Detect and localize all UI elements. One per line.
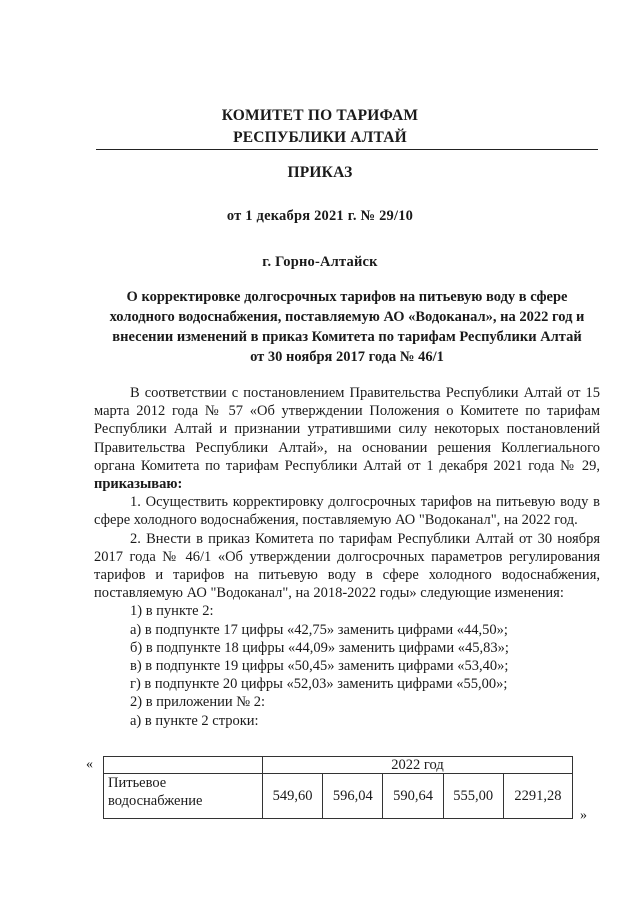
table-cell: 596,04: [323, 774, 383, 819]
open-quote: «: [86, 757, 93, 772]
table-row-label: Питьевое водоснабжение: [104, 774, 263, 819]
sub-item: б) в подпункте 18 цифры «44,09» заменить цифрами «45,83»;: [130, 639, 509, 656]
close-quote: »: [580, 808, 587, 823]
doc-city: г. Горно-Алтайск: [262, 254, 378, 270]
item-2: 2. Внести в приказ Комитета по тарифам Республики Алтай от 30 ноября 2017 года № 46/1 «Об утверждении долгосрочных параметров регулирования тарифов и тарифов на питьевую воду в сфере холодного водоснабжения, поставляемую АО "Водоканал", на 2018-2022 годы» следующие изменения:: [94, 530, 600, 602]
item-1: 1. Осуществить корректировку долгосрочных тарифов на питьевую воду в сфере холодного водоснабжения, поставляемую АО "Водоканал", на 2022 год.: [94, 494, 600, 529]
doc-type: ПРИКАЗ: [287, 164, 353, 181]
intro-text: В соответствии с постановлением Правительства Республики Алтай от 15 марта 2012 года № 57 «Об утверждении Положения о Комитете по тарифам Республики Алтай и признании утратившими силу некоторых постановлений Правительства Республики Алтай», на основании решения Коллегиального органа Комитета по тарифам Республики Алтай от 1 декабря 2021 года № 29,: [94, 385, 600, 474]
intro-paragraph: [94, 384, 600, 493]
sub-item: 2) в приложении № 2:: [130, 694, 265, 711]
doc-title: [94, 287, 600, 367]
table-header-empty: [104, 757, 263, 774]
sub-item: а) в подпункте 17 цифры «42,75» заменить цифрами «44,50»;: [130, 621, 508, 638]
org-name-line2: РЕСПУБЛИКИ АЛТАЙ: [233, 129, 407, 146]
table-row: [104, 774, 573, 819]
doc-date-number: от 1 декабря 2021 г. № 29/10: [226, 208, 414, 224]
org-name-line1: КОМИТЕТ ПО ТАРИФАМ: [221, 107, 419, 124]
table-header-row: [104, 757, 573, 774]
title-line: холодного водоснабжения, поставляемую АО «Водоканал», на 2022 год и: [109, 309, 585, 325]
title-line: О корректировке долгосрочных тарифов на питьевую воду в сфере: [126, 289, 568, 305]
sub-item: а) в пункте 2 строки:: [130, 712, 259, 729]
title-line: от 30 ноября 2017 года № 46/1: [250, 349, 444, 365]
doc-body: [94, 384, 600, 730]
sub-item: в) в подпункте 19 цифры «50,45» заменить цифрами «53,40»;: [130, 658, 509, 675]
tariff-table: [103, 756, 573, 819]
title-line: внесении изменений в приказ Комитета по тарифам Республики Алтай: [112, 329, 582, 345]
table-year-header: 2022 год: [263, 757, 573, 774]
header-divider: [96, 149, 598, 150]
sub-item: 1) в пункте 2:: [130, 603, 214, 620]
table-cell: 2291,28: [503, 774, 572, 819]
table-cell: 590,64: [383, 774, 443, 819]
sub-item: г) в подпункте 20 цифры «52,03» заменить цифрами «55,00»;: [130, 676, 508, 693]
table-cell: 555,00: [443, 774, 503, 819]
table-cell: 549,60: [263, 774, 323, 819]
intro-order-word: приказываю:: [94, 476, 183, 493]
